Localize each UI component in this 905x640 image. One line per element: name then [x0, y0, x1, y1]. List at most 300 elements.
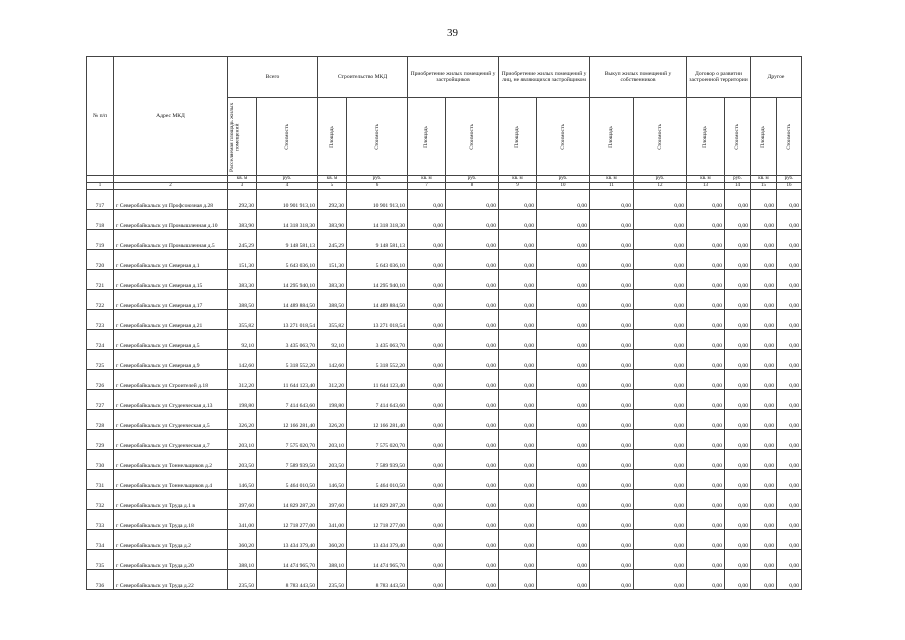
row-construction-area: 92,10: [318, 330, 347, 350]
row-total-area: 326,20: [228, 410, 257, 430]
sub-header-area: Площадь: [687, 98, 725, 176]
row-address: г Северобайкальск ул Тоннельщиков д.4: [114, 470, 228, 490]
row-zero-value: 0,00: [725, 250, 751, 270]
row-zero-value: 0,00: [446, 290, 499, 310]
row-zero-value: 0,00: [408, 310, 446, 330]
row-zero-value: 0,00: [590, 250, 634, 270]
row-construction-area: 383,90: [318, 210, 347, 230]
row-zero-value: 0,00: [687, 370, 725, 390]
col-number: 2: [114, 183, 228, 190]
row-construction-cost: 14 295 940,10: [347, 270, 408, 290]
row-address: г Северобайкальск ул Труда д.1 в: [114, 490, 228, 510]
row-zero-value: 0,00: [751, 230, 777, 250]
col-number: 4: [257, 183, 318, 190]
row-index: 733: [87, 510, 114, 530]
row-total-area: 397,60: [228, 490, 257, 510]
row-index: 722: [87, 290, 114, 310]
row-zero-value: 0,00: [687, 230, 725, 250]
row-zero-value: 0,00: [777, 410, 802, 430]
row-zero-value: 0,00: [537, 430, 590, 450]
unit-cell: руб.: [446, 176, 499, 183]
row-construction-area: 146,50: [318, 470, 347, 490]
row-zero-value: 0,00: [687, 530, 725, 550]
unit-cell: кв. м: [751, 176, 777, 183]
row-zero-value: 0,00: [725, 330, 751, 350]
row-zero-value: 0,00: [408, 370, 446, 390]
table-row: [87, 190, 802, 210]
row-zero-value: 0,00: [751, 370, 777, 390]
row-zero-value: 0,00: [408, 410, 446, 430]
col-number: 1: [87, 183, 114, 190]
row-zero-value: 0,00: [687, 270, 725, 290]
table-body: [87, 190, 802, 590]
table-row: [87, 510, 802, 530]
row-zero-value: 0,00: [590, 230, 634, 250]
sub-header-area: Площадь: [590, 98, 634, 176]
table-row: [87, 490, 802, 510]
row-zero-value: 0,00: [634, 310, 687, 330]
row-zero-value: 0,00: [408, 210, 446, 230]
row-address: г Северобайкальск ул Труда д.18: [114, 510, 228, 530]
row-zero-value: 0,00: [446, 470, 499, 490]
row-zero-value: 0,00: [634, 490, 687, 510]
row-total-cost: 3 435 063,70: [257, 330, 318, 350]
group-header-buyout-owners: Выкуп жилых помещений у собственников: [590, 57, 687, 98]
row-address: г Северобайкальск ул Труда д.22: [114, 570, 228, 590]
row-zero-value: 0,00: [777, 570, 802, 590]
row-zero-value: 0,00: [446, 330, 499, 350]
group-header-total: Всего: [228, 57, 318, 98]
unit-cell: руб.: [777, 176, 802, 183]
row-zero-value: 0,00: [590, 430, 634, 450]
row-construction-area: 312,20: [318, 370, 347, 390]
row-construction-area: 142,60: [318, 350, 347, 370]
row-zero-value: 0,00: [408, 530, 446, 550]
row-zero-value: 0,00: [751, 210, 777, 230]
row-zero-value: 0,00: [590, 310, 634, 330]
row-index: 723: [87, 310, 114, 330]
row-zero-value: 0,00: [751, 450, 777, 470]
row-zero-value: 0,00: [446, 390, 499, 410]
row-construction-area: 245,29: [318, 230, 347, 250]
row-total-area: 383,90: [228, 210, 257, 230]
unit-cell: руб.: [634, 176, 687, 183]
col-number: 15: [751, 183, 777, 190]
row-zero-value: 0,00: [725, 490, 751, 510]
row-zero-value: 0,00: [634, 450, 687, 470]
row-total-area: 388,10: [228, 550, 257, 570]
row-zero-value: 0,00: [777, 190, 802, 210]
row-zero-value: 0,00: [687, 410, 725, 430]
row-total-area: 235,50: [228, 570, 257, 590]
row-address: г Северобайкальск ул Северная д.1: [114, 250, 228, 270]
row-construction-area: 235,50: [318, 570, 347, 590]
row-zero-value: 0,00: [687, 550, 725, 570]
row-zero-value: 0,00: [499, 390, 537, 410]
col-number: 5: [318, 183, 347, 190]
row-index: 721: [87, 270, 114, 290]
unit-cell: кв. м: [499, 176, 537, 183]
row-zero-value: 0,00: [725, 570, 751, 590]
row-zero-value: 0,00: [634, 350, 687, 370]
col-number: 7: [408, 183, 446, 190]
row-total-cost: 13 271 018,54: [257, 310, 318, 330]
table-row: [87, 550, 802, 570]
row-construction-cost: 12 166 281,40: [347, 410, 408, 430]
row-zero-value: 0,00: [408, 330, 446, 350]
table-row: [87, 250, 802, 270]
row-construction-cost: 13 434 379,40: [347, 530, 408, 550]
row-zero-value: 0,00: [446, 570, 499, 590]
row-zero-value: 0,00: [634, 470, 687, 490]
row-index: 726: [87, 370, 114, 390]
row-zero-value: 0,00: [446, 250, 499, 270]
row-zero-value: 0,00: [499, 490, 537, 510]
row-index: 717: [87, 190, 114, 210]
row-zero-value: 0,00: [751, 250, 777, 270]
row-total-cost: 7 575 020,70: [257, 430, 318, 450]
row-address: г Северобайкальск ул Промышленная д.5: [114, 230, 228, 250]
row-zero-value: 0,00: [446, 230, 499, 250]
unit-cell: руб.: [537, 176, 590, 183]
row-zero-value: 0,00: [777, 350, 802, 370]
row-zero-value: 0,00: [499, 570, 537, 590]
row-zero-value: 0,00: [634, 210, 687, 230]
row-index: 734: [87, 530, 114, 550]
row-construction-cost: 3 435 063,70: [347, 330, 408, 350]
row-zero-value: 0,00: [499, 530, 537, 550]
row-construction-area: 388,10: [318, 550, 347, 570]
row-zero-value: 0,00: [499, 410, 537, 430]
col-header-index: № п/п: [87, 57, 114, 176]
group-header-purchase-non-developers: Приобретение жилых помещений у лиц, не являющихся застройщиком: [499, 57, 590, 98]
row-zero-value: 0,00: [687, 210, 725, 230]
row-total-cost: 8 783 443,50: [257, 570, 318, 590]
row-construction-cost: 7 589 939,50: [347, 450, 408, 470]
row-zero-value: 0,00: [590, 370, 634, 390]
row-construction-area: 341,00: [318, 510, 347, 530]
row-total-area: 151,30: [228, 250, 257, 270]
row-total-cost: 14 829 287,20: [257, 490, 318, 510]
row-zero-value: 0,00: [446, 490, 499, 510]
row-zero-value: 0,00: [446, 270, 499, 290]
col-number: 8: [446, 183, 499, 190]
column-numbers-row: [87, 183, 802, 190]
row-zero-value: 0,00: [590, 190, 634, 210]
row-total-cost: 9 148 581,13: [257, 230, 318, 250]
row-zero-value: 0,00: [777, 230, 802, 250]
row-zero-value: 0,00: [590, 450, 634, 470]
row-zero-value: 0,00: [751, 570, 777, 590]
row-address: г Северобайкальск ул Северная д.9: [114, 350, 228, 370]
row-construction-cost: 12 718 277,00: [347, 510, 408, 530]
col-number: 9: [499, 183, 537, 190]
row-address: г Северобайкальск ул Студенческая д.13: [114, 390, 228, 410]
row-zero-value: 0,00: [446, 210, 499, 230]
row-construction-area: 151,30: [318, 250, 347, 270]
sub-header-cost: Стоимость: [446, 98, 499, 176]
unit-cell: руб.: [347, 176, 408, 183]
row-zero-value: 0,00: [751, 190, 777, 210]
row-zero-value: 0,00: [590, 570, 634, 590]
row-total-cost: 5 464 010,50: [257, 470, 318, 490]
row-zero-value: 0,00: [537, 550, 590, 570]
row-zero-value: 0,00: [590, 470, 634, 490]
row-zero-value: 0,00: [408, 490, 446, 510]
row-zero-value: 0,00: [634, 510, 687, 530]
unit-cell: кв. м: [687, 176, 725, 183]
row-zero-value: 0,00: [408, 350, 446, 370]
group-header-construction: Строительство МКД: [318, 57, 408, 98]
row-zero-value: 0,00: [590, 490, 634, 510]
row-zero-value: 0,00: [499, 550, 537, 570]
row-zero-value: 0,00: [687, 310, 725, 330]
row-zero-value: 0,00: [408, 230, 446, 250]
row-zero-value: 0,00: [408, 430, 446, 450]
row-index: 720: [87, 250, 114, 270]
sub-header-cost: Стоимость: [634, 98, 687, 176]
table-row: [87, 390, 802, 410]
col-number: 14: [725, 183, 751, 190]
row-zero-value: 0,00: [725, 410, 751, 430]
row-construction-cost: 14 489 884,50: [347, 290, 408, 310]
row-zero-value: 0,00: [590, 550, 634, 570]
unit-cell: кв. м: [318, 176, 347, 183]
row-zero-value: 0,00: [777, 370, 802, 390]
row-zero-value: 0,00: [408, 290, 446, 310]
row-zero-value: 0,00: [725, 510, 751, 530]
table-row: [87, 470, 802, 490]
row-total-area: 388,50: [228, 290, 257, 310]
row-zero-value: 0,00: [687, 470, 725, 490]
col-number: 3: [228, 183, 257, 190]
row-zero-value: 0,00: [634, 550, 687, 570]
row-total-area: 341,00: [228, 510, 257, 530]
row-zero-value: 0,00: [408, 270, 446, 290]
row-index: 724: [87, 330, 114, 350]
row-zero-value: 0,00: [777, 310, 802, 330]
row-zero-value: 0,00: [634, 530, 687, 550]
row-zero-value: 0,00: [446, 450, 499, 470]
row-zero-value: 0,00: [537, 290, 590, 310]
col-number: 12: [634, 183, 687, 190]
row-index: 730: [87, 450, 114, 470]
row-zero-value: 0,00: [687, 450, 725, 470]
row-zero-value: 0,00: [499, 250, 537, 270]
row-zero-value: 0,00: [590, 350, 634, 370]
row-zero-value: 0,00: [777, 290, 802, 310]
row-zero-value: 0,00: [751, 550, 777, 570]
row-total-area: 146,50: [228, 470, 257, 490]
row-zero-value: 0,00: [634, 250, 687, 270]
row-zero-value: 0,00: [725, 450, 751, 470]
group-header-other: Другое: [751, 57, 802, 98]
sub-header-cost: Стоимость: [725, 98, 751, 176]
row-address: г Северобайкальск ул Тоннельщиков д.2: [114, 450, 228, 470]
row-zero-value: 0,00: [687, 190, 725, 210]
row-construction-cost: 14 318 318,30: [347, 210, 408, 230]
row-zero-value: 0,00: [777, 210, 802, 230]
row-total-area: 198,80: [228, 390, 257, 410]
row-zero-value: 0,00: [408, 570, 446, 590]
col-number: 13: [687, 183, 725, 190]
row-zero-value: 0,00: [725, 290, 751, 310]
row-zero-value: 0,00: [751, 310, 777, 330]
row-zero-value: 0,00: [408, 550, 446, 570]
row-zero-value: 0,00: [777, 330, 802, 350]
table-row: [87, 410, 802, 430]
row-index: 728: [87, 410, 114, 430]
row-zero-value: 0,00: [751, 270, 777, 290]
row-zero-value: 0,00: [499, 290, 537, 310]
unit-cell: кв. м: [408, 176, 446, 183]
row-zero-value: 0,00: [751, 490, 777, 510]
row-construction-cost: 9 148 581,13: [347, 230, 408, 250]
table-row: [87, 530, 802, 550]
row-zero-value: 0,00: [446, 370, 499, 390]
row-zero-value: 0,00: [537, 510, 590, 530]
sub-header-cost: Стоимость: [777, 98, 802, 176]
row-zero-value: 0,00: [408, 250, 446, 270]
row-zero-value: 0,00: [777, 450, 802, 470]
row-zero-value: 0,00: [446, 190, 499, 210]
row-zero-value: 0,00: [537, 410, 590, 430]
row-address: г Северобайкальск ул Северная д.15: [114, 270, 228, 290]
row-zero-value: 0,00: [537, 490, 590, 510]
row-zero-value: 0,00: [408, 190, 446, 210]
row-address: г Северобайкальск ул Студенческая д.7: [114, 430, 228, 450]
row-zero-value: 0,00: [725, 390, 751, 410]
row-construction-cost: 7 414 643,60: [347, 390, 408, 410]
row-zero-value: 0,00: [751, 330, 777, 350]
row-construction-cost: 5 643 036,10: [347, 250, 408, 270]
table-row: [87, 350, 802, 370]
row-address: г Северобайкальск ул Строителей д.18: [114, 370, 228, 390]
row-address: г Северобайкальск ул Промышленная д.10: [114, 210, 228, 230]
row-zero-value: 0,00: [446, 310, 499, 330]
row-total-area: 360,20: [228, 530, 257, 550]
row-zero-value: 0,00: [634, 410, 687, 430]
row-index: 725: [87, 350, 114, 370]
row-zero-value: 0,00: [687, 250, 725, 270]
row-zero-value: 0,00: [634, 390, 687, 410]
row-address: г Северобайкальск ул Студенческая д.5: [114, 410, 228, 430]
row-zero-value: 0,00: [408, 390, 446, 410]
col-number: 11: [590, 183, 634, 190]
row-zero-value: 0,00: [634, 430, 687, 450]
row-zero-value: 0,00: [446, 350, 499, 370]
table-row: [87, 210, 802, 230]
row-total-cost: 14 474 965,70: [257, 550, 318, 570]
row-total-cost: 12 718 277,00: [257, 510, 318, 530]
row-zero-value: 0,00: [537, 370, 590, 390]
row-total-cost: 10 901 913,10: [257, 190, 318, 210]
row-total-cost: 7 589 939,50: [257, 450, 318, 470]
row-zero-value: 0,00: [499, 190, 537, 210]
row-zero-value: 0,00: [725, 210, 751, 230]
row-index: 727: [87, 390, 114, 410]
row-zero-value: 0,00: [634, 190, 687, 210]
row-zero-value: 0,00: [725, 230, 751, 250]
group-header-purchase-developers: Приобретение жилых помещений у застройщиков: [408, 57, 499, 98]
row-zero-value: 0,00: [777, 250, 802, 270]
row-construction-area: 383,30: [318, 270, 347, 290]
header-row-groups: [87, 57, 802, 98]
units-row: [87, 176, 802, 183]
row-zero-value: 0,00: [446, 530, 499, 550]
col-number: 6: [347, 183, 408, 190]
row-index: 729: [87, 430, 114, 450]
row-zero-value: 0,00: [590, 210, 634, 230]
row-zero-value: 0,00: [590, 510, 634, 530]
row-total-area: 203,10: [228, 430, 257, 450]
sub-header-cost: Стоимость: [347, 98, 408, 176]
row-index: 735: [87, 550, 114, 570]
row-address: г Северобайкальск ул Северная д.21: [114, 310, 228, 330]
row-zero-value: 0,00: [751, 350, 777, 370]
row-zero-value: 0,00: [751, 510, 777, 530]
row-zero-value: 0,00: [499, 330, 537, 350]
row-zero-value: 0,00: [499, 270, 537, 290]
table-row: [87, 570, 802, 590]
row-zero-value: 0,00: [751, 390, 777, 410]
row-address: г Северобайкальск ул Труда д.2: [114, 530, 228, 550]
row-zero-value: 0,00: [537, 570, 590, 590]
row-zero-value: 0,00: [725, 190, 751, 210]
table-row: [87, 430, 802, 450]
row-construction-area: 203,10: [318, 430, 347, 450]
row-construction-area: 388,50: [318, 290, 347, 310]
table-row: [87, 370, 802, 390]
row-total-cost: 13 434 379,40: [257, 530, 318, 550]
row-total-area: 292,30: [228, 190, 257, 210]
row-total-area: 312,20: [228, 370, 257, 390]
row-zero-value: 0,00: [634, 570, 687, 590]
row-zero-value: 0,00: [446, 430, 499, 450]
row-zero-value: 0,00: [777, 270, 802, 290]
sub-header-cost: Стоимость: [257, 98, 318, 176]
row-zero-value: 0,00: [499, 210, 537, 230]
row-zero-value: 0,00: [725, 530, 751, 550]
row-zero-value: 0,00: [590, 530, 634, 550]
row-construction-area: 355,82: [318, 310, 347, 330]
sub-header-area: Площадь: [408, 98, 446, 176]
row-zero-value: 0,00: [725, 430, 751, 450]
row-construction-cost: 5 318 552,20: [347, 350, 408, 370]
row-construction-cost: 10 901 913,10: [347, 190, 408, 210]
row-zero-value: 0,00: [777, 510, 802, 530]
row-construction-cost: 7 575 020,70: [347, 430, 408, 450]
col-header-address: Адрес МКД: [114, 57, 228, 176]
row-total-area: 355,82: [228, 310, 257, 330]
row-construction-area: 326,20: [318, 410, 347, 430]
table-row: [87, 330, 802, 350]
row-total-cost: 12 166 281,40: [257, 410, 318, 430]
row-zero-value: 0,00: [499, 450, 537, 470]
row-zero-value: 0,00: [725, 310, 751, 330]
row-construction-cost: 11 644 123,40: [347, 370, 408, 390]
row-total-cost: 5 643 036,10: [257, 250, 318, 270]
group-header-territory-development: Договор о развитии застроенной территории: [687, 57, 751, 98]
unit-cell: руб.: [257, 176, 318, 183]
row-zero-value: 0,00: [537, 450, 590, 470]
row-zero-value: 0,00: [777, 470, 802, 490]
row-zero-value: 0,00: [777, 390, 802, 410]
row-total-area: 92,10: [228, 330, 257, 350]
row-total-area: 245,29: [228, 230, 257, 250]
sub-header-area: Площадь: [751, 98, 777, 176]
row-zero-value: 0,00: [590, 410, 634, 430]
